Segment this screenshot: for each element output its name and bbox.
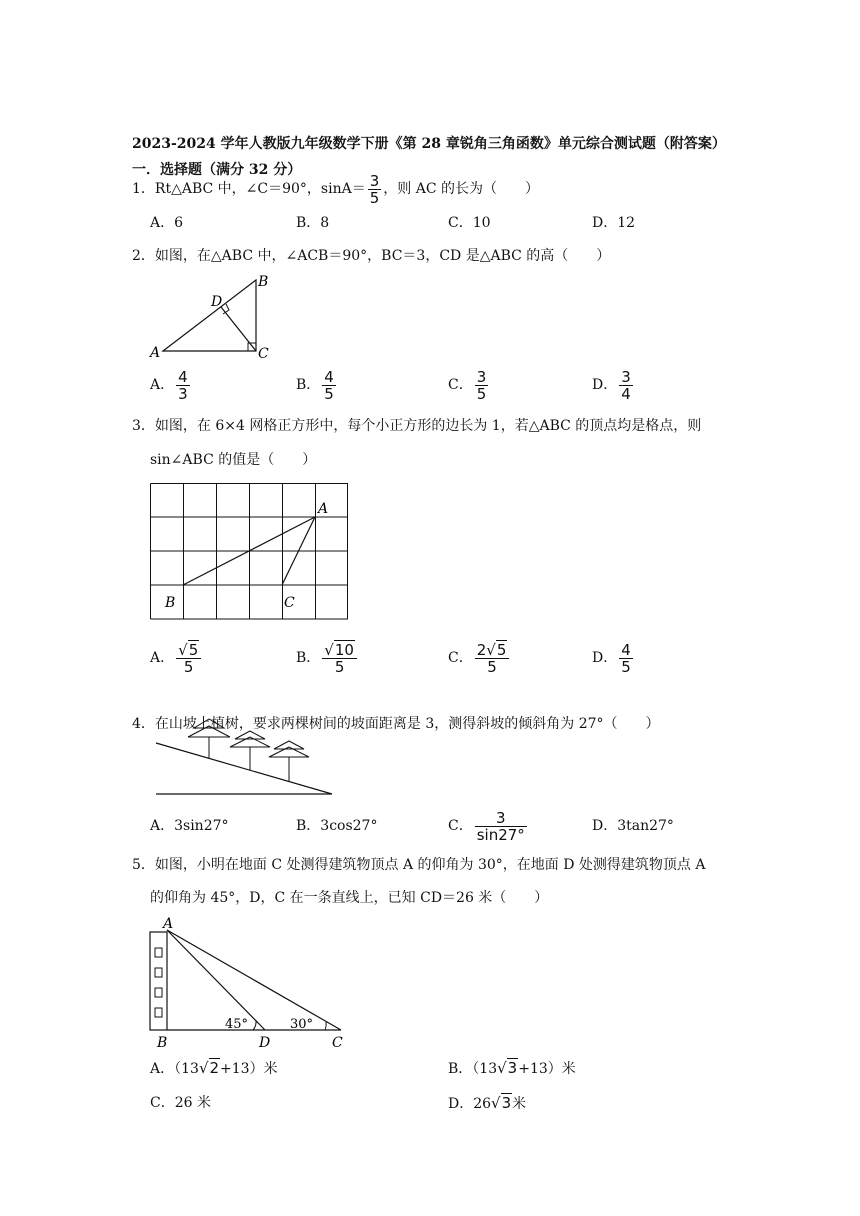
q5-building-diagram	[145, 915, 355, 1053]
q5-option-c[interactable]: C．26 米	[150, 1095, 211, 1111]
q5-option-d[interactable]	[448, 1093, 526, 1114]
q3-c-den: 5	[487, 657, 497, 676]
q2-c-den: 5	[476, 384, 487, 403]
q2-option-d-label: D．	[592, 377, 618, 393]
q3-option-c-label: C．	[448, 650, 473, 666]
q2-b-den: 5	[324, 384, 334, 403]
q2-option-a-label: A．	[150, 377, 175, 393]
q2-option-c-frac	[475, 369, 489, 402]
q5-option-a-suffix: +13）米	[220, 1061, 278, 1077]
q4-slope-diagram	[150, 714, 340, 798]
q5-a-radicand: 2	[209, 1059, 220, 1077]
q5-d-radicand: 3	[501, 1094, 512, 1112]
q3-a-den: 5	[183, 657, 194, 676]
q4-option-d[interactable]: D．3tan27°	[592, 818, 674, 834]
q1-suffix: ，则 AC 的长为（ ）	[383, 181, 539, 197]
q5-b-radicand: 3	[507, 1059, 518, 1077]
q3-option-d[interactable]	[592, 640, 635, 676]
q1-frac-num: 3	[369, 171, 380, 190]
q2-b-num: 4	[324, 367, 334, 386]
q4-option-b[interactable]: B．3cos27°	[296, 818, 378, 834]
q5-label-c: C	[332, 1035, 343, 1051]
q3-c-radicand: 5	[496, 640, 507, 659]
q5-option-a[interactable]	[150, 1058, 278, 1079]
q3-b-sqrt: √10	[324, 640, 354, 659]
q3-grid-diagram	[150, 483, 350, 623]
q4-c-den: sin27°	[476, 825, 525, 844]
question-5-line-2: 的仰角为 45°，D，C 在一条直线上，已知 CD＝26 米（ ）	[150, 890, 549, 906]
question-2: 2．如图，在△ABC 中，∠ACB＝90°，BC＝3，CD 是△ABC 的高（ ）	[132, 248, 611, 264]
q3-a-radicand: 5	[188, 640, 199, 659]
q3-option-a-frac	[176, 642, 201, 675]
tree-icon	[230, 731, 270, 770]
q2-option-d[interactable]	[592, 368, 635, 402]
document-title: 2023-2024 学年人教版九年级数学下册《第 28 章锐角三角函数》单元综合测试题（附答案）	[132, 136, 726, 152]
question-3-line-2: sin∠ABC 的值是（ ）	[150, 452, 317, 468]
q4-option-c-label: C．	[448, 818, 473, 834]
q2-option-d-frac	[619, 369, 633, 402]
q2-label-c: C	[258, 346, 269, 362]
q2-a-den: 3	[178, 384, 188, 403]
q3-option-a-label: A．	[150, 650, 175, 666]
q2-option-c[interactable]	[448, 368, 490, 402]
q4-option-a[interactable]: A．3sin27°	[150, 818, 229, 834]
q3-option-a[interactable]	[150, 640, 203, 676]
q5-option-b[interactable]	[448, 1058, 576, 1079]
q3-option-d-frac	[619, 642, 633, 675]
q3-b-num	[322, 642, 357, 659]
q3-option-d-label: D．	[592, 650, 618, 666]
building-icon	[150, 932, 167, 1030]
question-5-line-1: 5．如图，小明在地面 C 处测得建筑物顶点 A 的仰角为 30°，在地面 D 处测得建筑物顶点 A	[132, 857, 706, 873]
q3-label-c: C	[284, 595, 295, 611]
question-4: 4．在山坡上植树，要求两棵树间的坡面距离是 3，测得斜坡的倾斜角为 27°（ ）	[132, 716, 660, 732]
question-1	[132, 172, 539, 206]
q2-d-den: 4	[621, 384, 631, 403]
q5-option-d-suffix: 米	[512, 1096, 527, 1112]
q3-option-b-frac	[322, 642, 357, 675]
q3-option-c[interactable]	[448, 640, 511, 676]
q5-d-sqrt: √3	[491, 1094, 512, 1112]
q5-label-b: B	[157, 1035, 168, 1051]
q1-option-a[interactable]: A．6	[150, 215, 184, 231]
q3-a-sqrt: √5	[178, 640, 199, 659]
q3-b-radicand: 10	[334, 640, 354, 659]
q3-b-den: 5	[334, 657, 345, 676]
q1-prefix: 1．Rt△ABC 中，∠C＝90°，sinA＝	[132, 181, 366, 197]
q5-b-sqrt: √3	[497, 1059, 518, 1077]
q2-option-a-frac	[176, 369, 190, 402]
q4-option-c[interactable]	[448, 808, 529, 844]
q3-a-num	[176, 642, 201, 659]
q5-option-d-label: D．26	[448, 1096, 492, 1112]
q2-a-num: 4	[178, 367, 188, 386]
q1-frac-den: 5	[369, 188, 380, 207]
q2-option-a[interactable]	[150, 368, 192, 402]
q5-label-a: A	[163, 916, 174, 932]
q4-option-c-frac	[475, 810, 527, 843]
q2-c-num: 3	[476, 367, 487, 386]
q5-option-a-label: A．（13	[150, 1061, 199, 1077]
q3-option-b-label: B．	[296, 650, 321, 666]
q4-c-num: 3	[475, 810, 527, 827]
q2-d-num: 3	[621, 367, 631, 386]
tree-icon	[188, 719, 230, 758]
q1-option-b[interactable]: B．8	[296, 215, 330, 231]
q2-label-d: D	[211, 294, 223, 310]
q5-a-sqrt: √2	[198, 1059, 220, 1077]
q3-label-b: B	[165, 595, 176, 611]
q3-c-sqrt: √5	[486, 640, 507, 659]
q2-label-a: A	[150, 345, 161, 361]
q2-option-b-frac	[322, 369, 336, 402]
q1-fraction	[368, 173, 382, 206]
tree-icon	[269, 741, 309, 781]
q5-option-b-suffix: +13）米	[518, 1061, 576, 1077]
q2-option-b-label: B．	[296, 377, 321, 393]
q3-d-den: 5	[621, 657, 631, 676]
q3-option-b[interactable]	[296, 640, 359, 676]
q1-option-c[interactable]: C．10	[448, 215, 491, 231]
section-heading: 一．选择题（满分 32 分）	[132, 162, 302, 178]
q5-angle-30: 30°	[290, 1017, 314, 1032]
q3-c-num	[475, 642, 510, 659]
question-3-line-1: 3．如图，在 6×4 网格正方形中，每个小正方形的边长为 1，若△ABC 的顶点均是格点，则	[132, 418, 702, 434]
q3-label-a: A	[318, 501, 329, 517]
q3-c-coef: 2	[476, 640, 487, 659]
q5-option-b-label: B．（13	[448, 1061, 498, 1077]
q3-option-c-frac	[475, 642, 510, 675]
q5-angle-45: 45°	[225, 1017, 249, 1032]
q2-label-b: B	[258, 274, 269, 290]
q3-d-num: 4	[621, 640, 631, 659]
q2-triangle-diagram	[145, 272, 275, 364]
q5-label-d: D	[259, 1035, 271, 1051]
q2-option-b[interactable]	[296, 368, 338, 402]
q1-option-d[interactable]: D．12	[592, 215, 636, 231]
q2-option-c-label: C．	[448, 377, 473, 393]
